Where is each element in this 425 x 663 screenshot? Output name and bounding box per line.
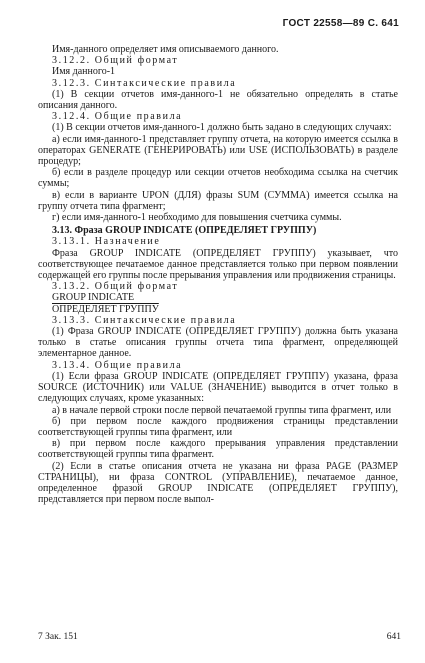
running-header: ГОСТ 22558—89 С. 641 bbox=[282, 18, 399, 29]
section-heading: 3.12.3. Синтаксические правила bbox=[52, 77, 237, 89]
list-item: в) при первом после каждого прерывания управления представлении соответствующей группы типа фрагмент. bbox=[38, 438, 398, 461]
section-heading: 3.13.4. Общие правила bbox=[52, 359, 183, 371]
section-title: 3.13. Фраза GROUP INDICATE (ОПРЕДЕЛЯЕТ ГРУППУ) bbox=[52, 225, 317, 237]
format-line: GROUP INDICATE bbox=[52, 292, 135, 304]
paragraph: (1) Если фраза GROUP INDICATE (ОПРЕДЕЛЯЕТ ГРУППУ) указана, фраза SOURCE (ИСТОЧНИК) или VALUE (ЗНАЧЕНИЕ) выводится в отчет только в следующих случаях, кроме указанных: bbox=[38, 370, 398, 405]
paragraph: Фраза GROUP INDICATE (ОПРЕДЕЛЯЕТ ГРУППУ) указывает, что соответствующее печатаемое данное представляется только при первом появлении содержащей его группы после прерывания управления или продвижения страницы. bbox=[38, 247, 398, 282]
footer-print-mark: 7 Зак. 151 bbox=[38, 632, 78, 642]
section-heading: 3.13.1. Назначение bbox=[52, 236, 161, 248]
list-item: а) в начале первой строки после первой печатаемой группы типа фрагмент, или bbox=[52, 404, 392, 416]
paragraph: Имя-данного определяет имя описываемого данного. bbox=[52, 44, 279, 55]
section-heading: 3.12.2. Общий формат bbox=[52, 55, 179, 67]
section-heading: 3.13.3. Синтаксические правила bbox=[52, 314, 237, 326]
format-line-overlined: ОПРЕДЕЛЯЕТ ГРУППУ bbox=[52, 303, 159, 315]
page-footer bbox=[38, 632, 401, 642]
paragraph: (1) В секции отчетов имя-данного-1 не обязательно определять в статье описания данного. bbox=[38, 88, 398, 112]
list-item: б) если в разделе процедур или секции отчетов необходима ссылка на счетчик суммы; bbox=[38, 167, 398, 190]
format-line bbox=[38, 304, 398, 315]
list-item: г) если имя-данного-1 необходимо для повышения счетчика суммы. bbox=[52, 212, 342, 224]
paragraph: (1) Фраза GROUP INDICATE (ОПРЕДЕЛЯЕТ ГРУППУ) должна быть указана только в статье описания группы отчета типа фрагмент, определяющей элементарное данное. bbox=[38, 326, 398, 360]
section-heading: 3.13.2. Общий формат bbox=[52, 281, 179, 293]
paragraph: (1) В секции отчетов имя-данного-1 должно быть задано в следующих случаях: bbox=[52, 122, 392, 134]
paragraph: (2) Если в статье описания отчета не указана ни фраза PAGE (РАЗМЕР СТРАНИЦЫ), ни фраза CONTROL (УПРАВЛЕНИЕ), печатаемое данное, определенное фразой GROUP INDICATE (ОПРЕДЕЛЯЕТ ГРУППУ), представляется при первом после выпол- bbox=[38, 460, 398, 506]
list-item: в) если в варианте UPON (ДЛЯ) фразы SUM (СУММА) имеется ссылка на группу отчета типа фрагмент; bbox=[38, 189, 398, 212]
list-item: б) при первом после каждого продвижения страницы представлении соответствующей группы типа фрагмент, или bbox=[38, 415, 398, 438]
page-number: 641 bbox=[386, 632, 401, 642]
format-line: Имя данного-1 bbox=[52, 66, 116, 78]
document-body bbox=[38, 44, 398, 505]
list-item: а) если имя-данного-1 представляет группу отчета, на которую имеется ссылка в операторах GENERATE (ГЕНЕРИРОВАТЬ) или USE (ИСПОЛЬЗОВАТЬ) в разделе процедур; bbox=[38, 133, 398, 168]
section-heading: 3.12.4. Общие правила bbox=[52, 111, 183, 123]
